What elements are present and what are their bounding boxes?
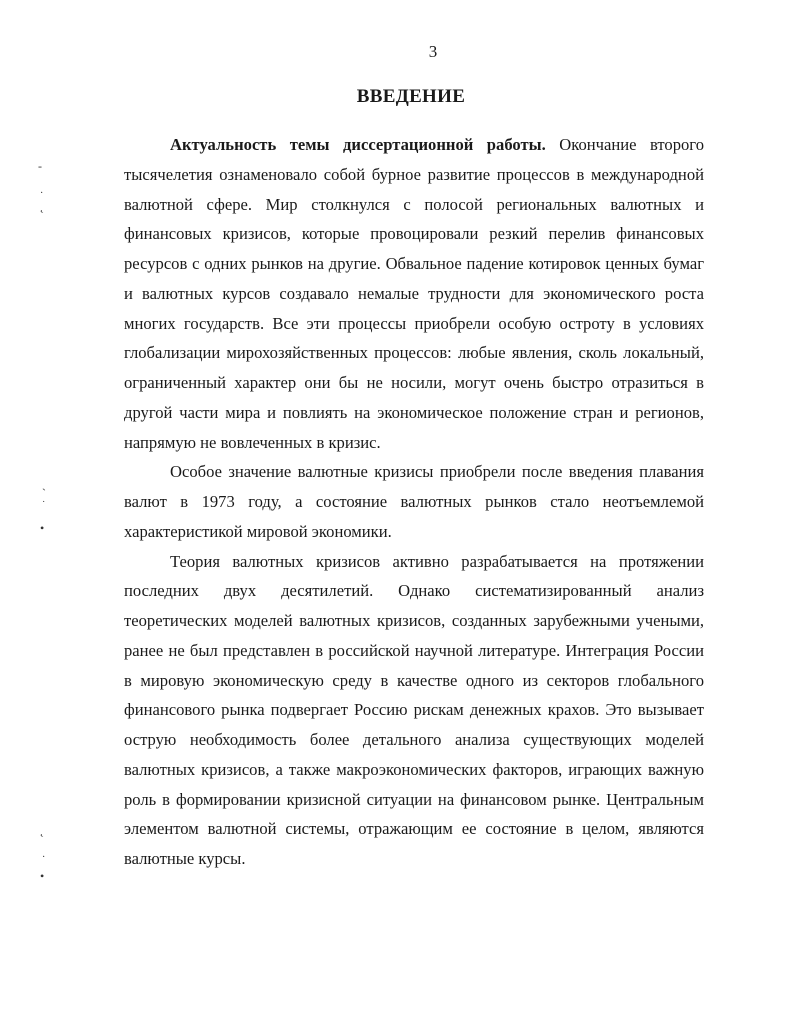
scan-mark: • xyxy=(40,521,45,535)
scan-mark: ˛ xyxy=(40,823,44,837)
paragraph-relevance xyxy=(124,130,704,457)
paragraph-text: Окончание второго тысячелетия ознаменовало собой бурное развитие процессов в международной валютной сфере. Мир столкнулся с полосой региональных валютных и финансовых кризисов, которые провоцировали резкий перелив финансовых ресурсов с одних рынков на другие. Обвальное падение котировок ценных бумаг и валютных курсов создавало немалые трудности для экономического роста многих государств. Все эти процессы приобрели особую остроту в условиях глобализации мирохозяйственных процессов: любые явления, сколь локальный, ограниченный характер они бы не носили, могут очень быстро отразиться в другой части мира и повлиять на экономическое положение стран и регионов, напрямую не вовлеченных в кризис. xyxy=(124,135,704,452)
paragraph-floating-currencies: Особое значение валютные кризисы приобрели после введения плавания валют в 1973 году, а состояние валютных рынков стало неотъемлемой характеристикой мировой экономики. xyxy=(124,462,704,541)
scan-mark: ˛ xyxy=(40,199,44,213)
paragraph-crisis-theory: Теория валютных кризисов активно разрабатывается на протяжении последних двух десятилетий. Однако систематизированный анализ теоретических моделей валютных кризисов, созданных зарубежными учеными, ранее не был представлен в российской научной литературе. Интеграция России в мировую экономическую среду в качестве одного из секторов глобального финансового рынка подвергает Россию рискам денежных крахов. Это вызывает острую необходимость более детального анализа существующих моделей валютных кризисов, а также макроэкономических факторов, играющих важную роль в формировании кризисной ситуации на финансовом рынке. Центральным элементом валютной системы, отражающим ее состояние в целом, являются валютные курсы. xyxy=(124,551,704,868)
scan-mark: · xyxy=(42,852,46,863)
scan-mark: ˙ xyxy=(42,500,46,511)
scan-mark: • xyxy=(40,869,45,883)
scan-mark: · xyxy=(40,188,44,199)
scan-mark: - xyxy=(38,159,42,173)
page-number: 3 xyxy=(428,42,438,61)
paragraph-lead: Актуальность темы диссертационной работы. xyxy=(170,135,546,154)
document-body xyxy=(124,130,704,874)
page-title: ВВЕДЕНИЕ xyxy=(356,86,466,107)
scan-mark: ˏ xyxy=(42,477,46,491)
